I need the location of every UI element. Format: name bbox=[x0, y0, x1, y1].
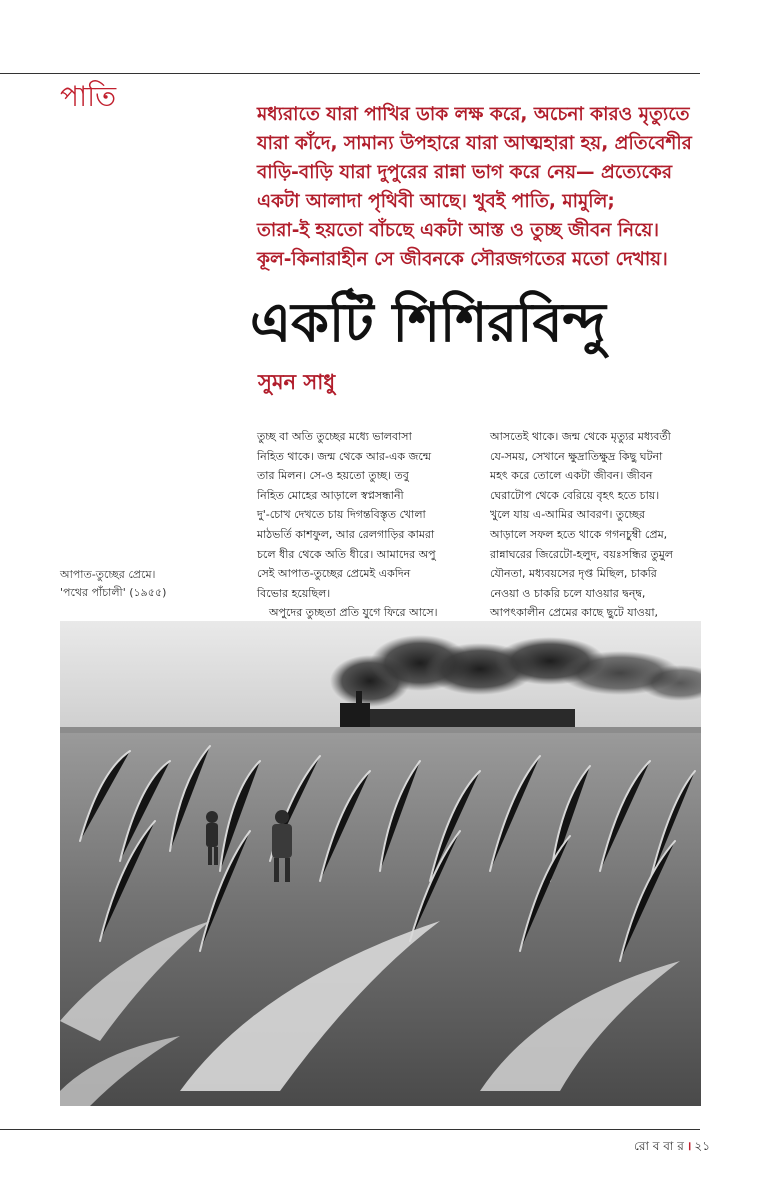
intro-line: কূল-কিনারাহীন সে জীবনকে সৌরজগতের মতো দেখায়। bbox=[257, 249, 668, 270]
body-line: ঘেরাটোপ থেকে বেরিয়ে বৃহৎ হতে চায়। bbox=[490, 488, 660, 502]
publication-name: রো ব বা র bbox=[634, 1139, 684, 1153]
body-line: নেওয়া ও চাকরি চলে যাওয়ার দ্বন্দ্ব, bbox=[490, 586, 646, 600]
byline: সুমন সাধু bbox=[258, 370, 336, 394]
body-line: তার মিলন। সে-ও হয়তো তুচ্ছ। তবু bbox=[257, 469, 409, 483]
article-headline: একটি শিশিরবিন্দু bbox=[250, 291, 606, 354]
photo-caption bbox=[60, 566, 230, 602]
body-line: আড়ালে সফল হতে থাকে গগনচুম্বী প্রেম, bbox=[490, 527, 668, 541]
caption-line: 'পথের পাঁচালী' (১৯৫৫) bbox=[60, 586, 167, 599]
intro-line: মধ্যরাতে যারা পাখির ডাক লক্ষ করে, অচেনা কারও মৃত্যুতে bbox=[257, 104, 690, 125]
body-line: রান্নাঘরের জিরেটো-হলুদ, বয়ঃসন্ধির তুমুল bbox=[490, 547, 673, 561]
body-line: চলে ধীর থেকে অতি ধীরে। আমাদের অপু bbox=[257, 547, 436, 561]
body-line: যৌনতা, মধ্যবয়সের দৃপ্ত মিছিল, চাকরি bbox=[490, 567, 657, 581]
page-folio bbox=[634, 1138, 710, 1154]
body-line: সেই আপাত-তুচ্ছের প্রেমেই একদিন bbox=[257, 567, 411, 581]
body-line: নিহিত মোহের আড়ালে স্বপ্নসন্ধানী bbox=[257, 488, 404, 502]
intro-line: তারা-ই হয়তো বাঁচছে একটা আস্ত ও তুচ্ছ জীবন নিয়ে। bbox=[257, 220, 660, 241]
page-number: ২১ bbox=[694, 1139, 710, 1153]
section-label: পাতি bbox=[60, 80, 117, 113]
top-rule bbox=[0, 73, 700, 74]
body-column-1 bbox=[257, 427, 462, 623]
body-line: যে-সময়, সেখানে ক্ষুদ্রাতিক্ষুদ্র কিছু ঘটনা bbox=[490, 449, 663, 463]
body-column-2 bbox=[490, 427, 695, 623]
intro-line: বাড়ি-বাড়ি যারা দুপুরের রান্না ভাগ করে নেয়— প্রত্যেকের bbox=[257, 162, 672, 183]
body-line: খুলে যায় এ-আমির আবরণ। তুচ্ছের bbox=[490, 508, 646, 522]
body-line: মহৎ করে তোলে একটা জীবন। জীবন bbox=[490, 469, 653, 483]
intro-standfirst bbox=[257, 100, 697, 274]
intro-line: যারা কাঁদে, সামান্য উপহারে যারা আত্মহারা হয়, প্রতিবেশীর bbox=[257, 133, 692, 154]
body-line: তুচ্ছ বা অতি তুচ্ছের মধ্যে ভালবাসা bbox=[257, 430, 412, 443]
folio-separator: । bbox=[686, 1139, 692, 1153]
body-line-indented: অপুদের তুচ্ছতা প্রতি যুগে ফিরে আসে। bbox=[269, 606, 438, 620]
body-line: দু'-চোখ দেখতে চায় দিগন্তবিস্তৃত খোলা bbox=[257, 508, 426, 522]
body-line: বিভোর হয়েছিল। bbox=[257, 586, 331, 600]
body-line: নিহিত থাকে। জন্ম থেকে আর-এক জন্মে bbox=[257, 449, 432, 463]
intro-line: একটা আলাদা পৃথিবী আছে। খুবই পাতি, মামুলি; bbox=[257, 191, 615, 212]
bottom-rule bbox=[0, 1129, 700, 1130]
film-still-photo bbox=[60, 621, 701, 1106]
body-line: মাঠভর্তি কাশফুল, আর রেলগাড়ির কামরা bbox=[257, 527, 435, 541]
caption-line: আপাত-তুচ্ছের প্রেমে। bbox=[60, 568, 156, 581]
body-line: আপৎকালীন প্রেমের কাছে ছুটে যাওয়া, bbox=[490, 606, 659, 620]
body-line: আসতেই থাকে। জন্ম থেকে মৃত্যুর মধ্যবর্তী bbox=[490, 430, 671, 443]
